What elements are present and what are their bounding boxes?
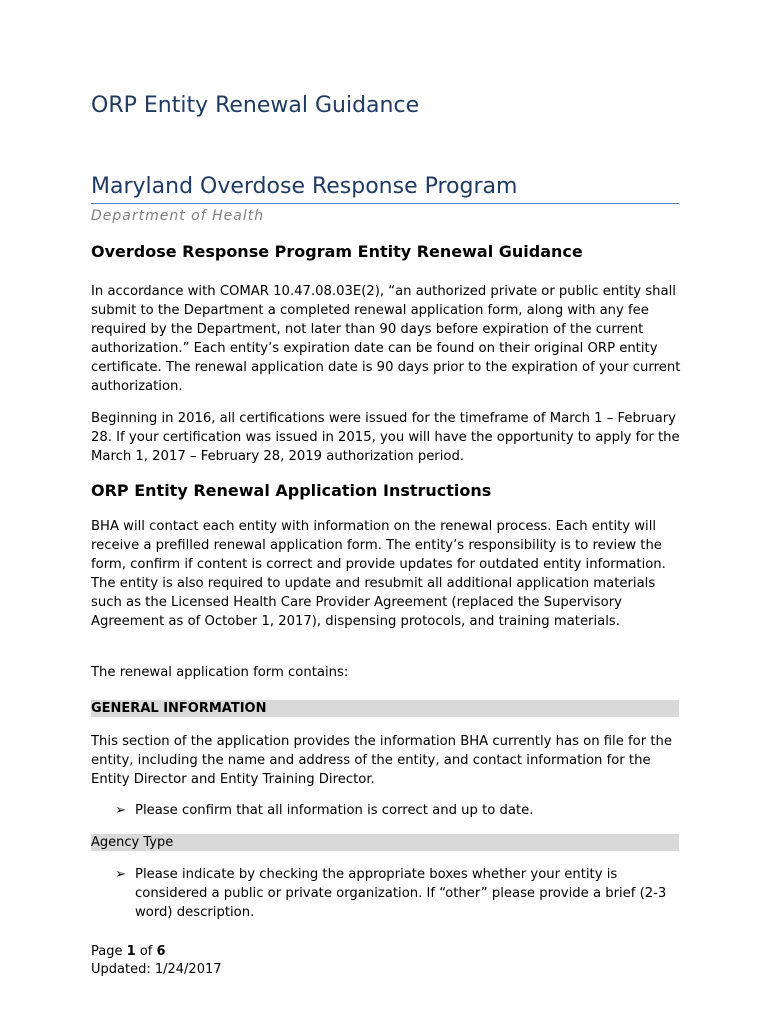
paragraph-comar: In accordance with COMAR 10.47.08.03E(2), “an authorized private or public entity shall submit to the Department a completed renewal application form, along with any fee required by the Department, not later than 90 days before expiration of the current authorization.” Each entity’s expiration date can be found on their original ORP entity certificate. The renewal application date is 90 days prior to the expiration of your current authorization. [91,284,681,394]
page-footer [91,943,222,979]
paragraph-general-information: This section of the application provides the information BHA currently has on file for the entity, including the name and address of the entity, and contact information for the Entity Director and Entity Training Director. [91,734,672,787]
bullet-agency-type [115,865,675,922]
paragraph-bha-contact: BHA will contact each entity with information on the renewal process. Each entity will receive a prefilled renewal application form. The entity’s responsibility is to review the form, confirm if content is correct and provide updates for outdated entity information. The entity is also required to update and resubmit all additional application materials such as the Licensed Health Care Provider Agreement (replaced the Supervisory Agreement as of October 1, 2017), dispensing protocols, and training materials. [91,519,666,629]
section-heading-application-instructions: ORP Entity Renewal Application Instructions [91,481,492,500]
arrow-bullet-icon: ➢ [115,803,127,818]
page-word: Page [91,944,123,959]
organization-title: Maryland Overdose Response Program [91,174,679,204]
general-information-header: GENERAL INFORMATION [91,700,679,717]
document-title: ORP Entity Renewal Guidance [91,93,420,118]
page-number: 1 [126,944,136,959]
page-total: 6 [156,944,166,959]
bullet-text: Please indicate by checking the appropriate boxes whether your entity is considered a public or private organization. If “other” please provide a brief (2-3 word) description. [135,867,667,920]
organization-subtitle: Department of Health [91,208,265,224]
updated-date: Updated: 1/24/2017 [91,962,222,977]
paragraph-certification-timeframe: Beginning in 2016, all certifications were issued for the timeframe of March 1 – February 28. If your certification was issued in 2015, you will have the opportunity to apply for the March 1, 2017 – February 28, 2019 authorization period. [91,411,680,464]
arrow-bullet-icon: ➢ [115,867,127,882]
section-heading-renewal-guidance: Overdose Response Program Entity Renewal Guidance [91,242,583,261]
bullet-text: Please confirm that all information is correct and up to date. [135,803,534,818]
paragraph-form-contains: The renewal application form contains: [91,665,349,680]
of-word: of [139,944,153,959]
bullet-confirm-information [115,801,675,820]
page-indicator [91,943,222,961]
agency-type-header: Agency Type [91,834,679,851]
